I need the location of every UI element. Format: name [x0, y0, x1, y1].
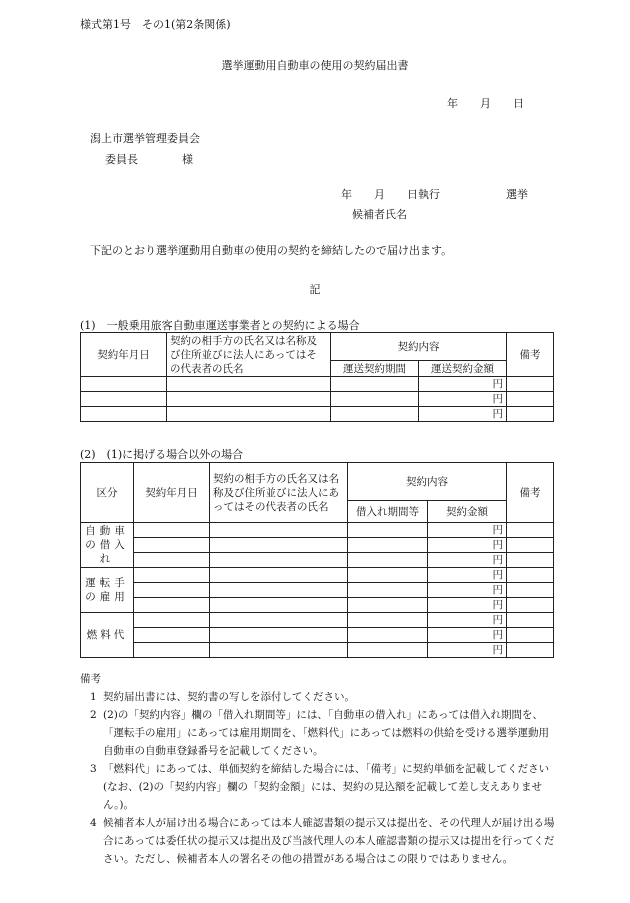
- submission-date: 年 月 日: [447, 97, 524, 110]
- s2-header-party: 契約の相手方の氏名又は名称及び住所並びに法人にあってはその代表者の氏名: [210, 463, 348, 523]
- category-vehicle-rental: 自動車の借入れ: [81, 523, 134, 568]
- yen-cell: 円: [428, 643, 507, 658]
- section1-table: [80, 332, 554, 422]
- table-row: [81, 523, 554, 538]
- s1-header-party: 契約の相手方の氏名又は名称及び住所並びに法人にあってはその代表者の氏名: [167, 333, 331, 377]
- s1-header-remarks: 備考: [507, 333, 554, 377]
- table-row: [81, 553, 554, 568]
- yen-cell: 円: [428, 553, 507, 568]
- yen-cell: 円: [419, 407, 507, 422]
- document-title: 選挙運動用自動車の使用の契約届出書: [221, 59, 409, 72]
- note-number: 1: [90, 691, 97, 703]
- s2-header-period: 借入れ期間等: [348, 501, 428, 523]
- section2-heading: (2) (1)に掲げる場合以外の場合: [80, 448, 244, 461]
- yen-cell: 円: [428, 523, 507, 538]
- note-item: [80, 814, 555, 868]
- category-driver-employment: 運転手の雇用: [81, 568, 134, 613]
- yen-cell: 円: [428, 628, 507, 643]
- yen-cell: 円: [428, 613, 507, 628]
- table-row: [81, 628, 554, 643]
- notes-heading: 備考: [80, 673, 101, 685]
- addressee-chair: 委員長 様: [105, 153, 193, 166]
- table-row: [81, 643, 554, 658]
- s2-header-remarks: 備考: [507, 463, 554, 523]
- table-row: [81, 568, 554, 583]
- s1-header-period: 運送契約期間: [331, 361, 419, 377]
- yen-cell: 円: [419, 392, 507, 407]
- s1-header-content: 契約内容: [331, 333, 507, 361]
- table-row: [81, 598, 554, 613]
- note-text: 「燃料代」にあっては、単価契約を締結した場合には、「備考」に契約単価を記載してください(なお、(2)の「契約内容」欄の「契約金額」には、契約の見込額を記載して差し支えありません。)。: [103, 763, 550, 811]
- s2-header-date: 契約年月日: [134, 463, 210, 523]
- election-line: 年 月 日執行 選挙: [341, 188, 528, 201]
- table-row: [81, 538, 554, 553]
- table-row: [81, 392, 554, 407]
- note-item: [80, 760, 555, 814]
- notes-section: [80, 670, 555, 868]
- table-row: [81, 583, 554, 598]
- yen-cell: 円: [428, 598, 507, 613]
- s1-header-amount: 運送契約金額: [419, 361, 507, 377]
- s2-header-content: 契約内容: [348, 463, 507, 501]
- intro-text: 下記のとおり選挙運動用自動車の使用の契約を締結したので届け出ます。: [90, 244, 453, 257]
- note-number: 4: [90, 817, 97, 829]
- s2-header-amount: 契約金額: [428, 501, 507, 523]
- yen-cell: 円: [428, 538, 507, 553]
- table-row: [81, 377, 554, 392]
- s2-header-category: 区分: [81, 463, 134, 523]
- yen-cell: 円: [428, 568, 507, 583]
- note-text: 候補者本人が届け出る場合にあっては本人確認書類の提示又は提出を、その代理人が届け出る場合にあっては委任状の提示又は提出及び当該代理人の本人確認書類の提示又は提出を行ってください。ただし、候補者本人の署名その他の措置がある場合はこの限りではありません。: [103, 817, 555, 865]
- note-text: 契約届出書には、契約書の写しを添付してください。: [103, 691, 355, 703]
- form-number: 様式第1号 その1(第2条関係): [80, 18, 231, 31]
- section2-table: [80, 462, 554, 658]
- yen-cell: 円: [428, 583, 507, 598]
- note-text: (2)の「契約内容」欄の「借入れ期間等」には、「自動車の借入れ」にあっては借入れ期間を、「運転手の雇用」にあっては雇用期間を、「燃料代」にあっては燃料の供給を受ける選挙運動用自動車の自動車登録番号を記載してください。: [103, 709, 550, 757]
- addressee-org: 潟上市選挙管理委員会: [90, 132, 200, 145]
- table-row: [81, 613, 554, 628]
- note-number: 2: [90, 709, 97, 721]
- s1-header-date: 契約年月日: [81, 333, 167, 377]
- candidate-name-label: 候補者氏名: [352, 208, 407, 221]
- table-row: [81, 407, 554, 422]
- note-item: [80, 688, 555, 706]
- section1-heading: (1) 一般乗用旅客自動車運送事業者との契約による場合: [80, 319, 360, 332]
- note-item: [80, 706, 555, 760]
- note-number: 3: [90, 763, 97, 775]
- ki-marker: 記: [309, 283, 321, 296]
- category-fuel: 燃料代: [81, 613, 134, 658]
- yen-cell: 円: [419, 377, 507, 392]
